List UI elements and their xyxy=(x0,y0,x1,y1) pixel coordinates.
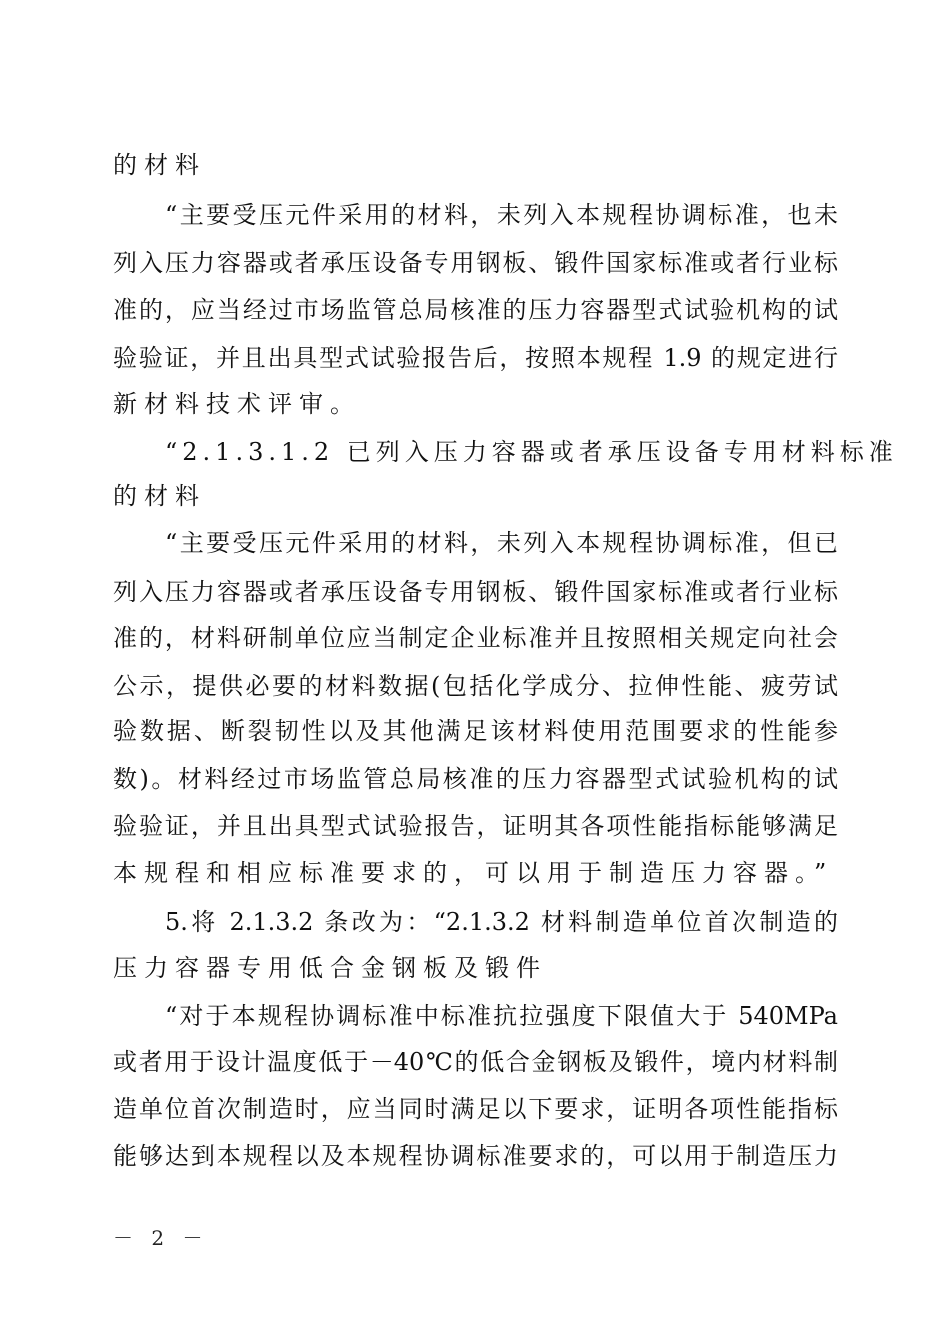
paragraph-line: 公示，提供必要的材料数据(包括化学成分、拉伸性能、疲劳试 xyxy=(113,672,838,700)
paragraph-line: “主要受压元件采用的材料，未列入本规程协调标准，也未 xyxy=(165,201,838,229)
paragraph-line: 的材料 xyxy=(113,151,206,179)
paragraph-line: 准的，应当经过市场监管总局核准的压力容器型式试验机构的试 xyxy=(113,296,838,324)
paragraph-line: “对于本规程协调标准中标准抗拉强度下限值大于 540MPa xyxy=(165,1002,838,1030)
paragraph-line: “主要受压元件采用的材料，未列入本规程协调标准，但已 xyxy=(165,529,838,557)
section-heading: 的材料 xyxy=(113,482,206,510)
paragraph-line: 列入压力容器或者承压设备专用钢板、锻件国家标准或者行业标 xyxy=(113,249,838,277)
amendment-item: 5.将 2.1.3.2 条改为：“2.1.3.2 材料制造单位首次制造的 xyxy=(165,908,838,936)
section-heading: “2.1.3.1.2 已列入压力容器或者承压设备专用材料标准 xyxy=(165,438,898,466)
paragraph-line: 验验证，并且出具型式试验报告，证明其各项性能指标能够满足 xyxy=(113,812,838,840)
page-number: － 2 － xyxy=(113,1226,209,1250)
paragraph-line: 验数据、断裂韧性以及其他满足该材料使用范围要求的性能参 xyxy=(113,717,838,745)
paragraph-line: 能够达到本规程以及本规程协调标准要求的，可以用于制造压力 xyxy=(113,1142,838,1170)
paragraph-line: 新材料技术评审。 xyxy=(113,390,361,418)
paragraph-line: 准的，材料研制单位应当制定企业标准并且按照相关规定向社会 xyxy=(113,624,838,652)
paragraph-line: 本规程和相应标准要求的，可以用于制造压力容器。” xyxy=(113,859,834,887)
paragraph-line: 或者用于设计温度低于－40℃的低合金钢板及锻件，境内材料制 xyxy=(113,1048,838,1076)
section-heading: 压力容器专用低合金钢板及锻件 xyxy=(113,954,547,982)
paragraph-line: 验验证，并且出具型式试验报告后，按照本规程 1.9 的规定进行 xyxy=(113,344,838,372)
paragraph-line: 数)。材料经过市场监管总局核准的压力容器型式试验机构的试 xyxy=(113,765,838,793)
paragraph-line: 列入压力容器或者承压设备专用钢板、锻件国家标准或者行业标 xyxy=(113,578,838,606)
paragraph-line: 造单位首次制造时，应当同时满足以下要求，证明各项性能指标 xyxy=(113,1095,838,1123)
